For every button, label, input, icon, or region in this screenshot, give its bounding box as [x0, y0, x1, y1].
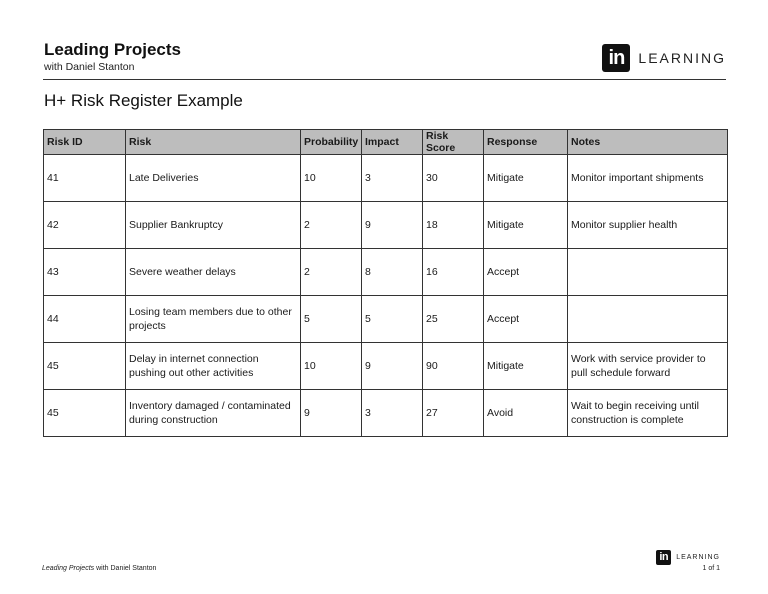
table-cell: Losing team members due to other projects [126, 296, 301, 343]
page-number: 1 of 1 [702, 565, 720, 572]
table-cell: 18 [423, 202, 484, 249]
table-cell [568, 249, 728, 296]
linkedin-in-icon: in [602, 44, 630, 72]
footer-brand-wordmark: LEARNING [676, 554, 720, 561]
table-cell: 10 [301, 155, 362, 202]
table-cell: 43 [44, 249, 126, 296]
course-title: Leading Projects [44, 40, 181, 59]
table-cell: 45 [44, 390, 126, 437]
column-header: Probability [301, 130, 362, 155]
table-row [44, 249, 728, 296]
footer-linkedin-learning-logo [656, 550, 720, 565]
table-cell: 3 [362, 390, 423, 437]
table-row [44, 155, 728, 202]
table-header-row [44, 130, 728, 155]
table-cell: Delay in internet connection pushing out other activities [126, 343, 301, 390]
column-header: Notes [568, 130, 728, 155]
table-cell: Supplier Bankruptcy [126, 202, 301, 249]
table-cell: Severe weather delays [126, 249, 301, 296]
table-cell: 27 [423, 390, 484, 437]
column-header: Impact [362, 130, 423, 155]
table-cell: 30 [423, 155, 484, 202]
table-cell: Accept [484, 249, 568, 296]
table-cell: 42 [44, 202, 126, 249]
table-cell: 2 [301, 202, 362, 249]
table-cell: Inventory damaged / contaminated during construction [126, 390, 301, 437]
brand-wordmark: LEARNING [638, 50, 726, 66]
table-cell: Mitigate [484, 202, 568, 249]
column-header: Risk [126, 130, 301, 155]
column-header: Risk Score [423, 130, 484, 155]
table-cell: 9 [301, 390, 362, 437]
table-cell: Accept [484, 296, 568, 343]
footer-course-subtitle: with Daniel Stanton [96, 565, 157, 572]
table-cell: 9 [362, 343, 423, 390]
document-title: H+ Risk Register Example [44, 91, 243, 110]
table-cell: 25 [423, 296, 484, 343]
course-subtitle: with Daniel Stanton [44, 61, 135, 73]
risk-register-table [43, 129, 728, 437]
footer-course-title: Leading Projects [42, 565, 95, 572]
table-cell: 41 [44, 155, 126, 202]
column-header: Response [484, 130, 568, 155]
table-cell: Monitor supplier health [568, 202, 728, 249]
table-cell: Late Deliveries [126, 155, 301, 202]
table-cell: 45 [44, 343, 126, 390]
table-cell: 8 [362, 249, 423, 296]
table-body [44, 155, 728, 437]
table-cell: Mitigate [484, 155, 568, 202]
table-cell: 2 [301, 249, 362, 296]
table-cell: 44 [44, 296, 126, 343]
footer-linkedin-in-icon: in [656, 550, 671, 565]
table-row [44, 202, 728, 249]
header-divider [43, 79, 726, 80]
table-cell: 16 [423, 249, 484, 296]
table-row [44, 296, 728, 343]
table-cell: Mitigate [484, 343, 568, 390]
table-cell: Work with service provider to pull schedule forward [568, 343, 728, 390]
table-cell [568, 296, 728, 343]
table-cell: 3 [362, 155, 423, 202]
table-row [44, 343, 728, 390]
table-cell: Monitor important shipments [568, 155, 728, 202]
linkedin-learning-logo [602, 44, 726, 72]
table-cell: 10 [301, 343, 362, 390]
footer-course-credit [42, 565, 156, 572]
table-cell: 90 [423, 343, 484, 390]
table-cell: Avoid [484, 390, 568, 437]
table-cell: Wait to begin receiving until construction is complete [568, 390, 728, 437]
table-cell: 9 [362, 202, 423, 249]
column-header: Risk ID [44, 130, 126, 155]
table-cell: 5 [362, 296, 423, 343]
table-cell: 5 [301, 296, 362, 343]
table-row [44, 390, 728, 437]
